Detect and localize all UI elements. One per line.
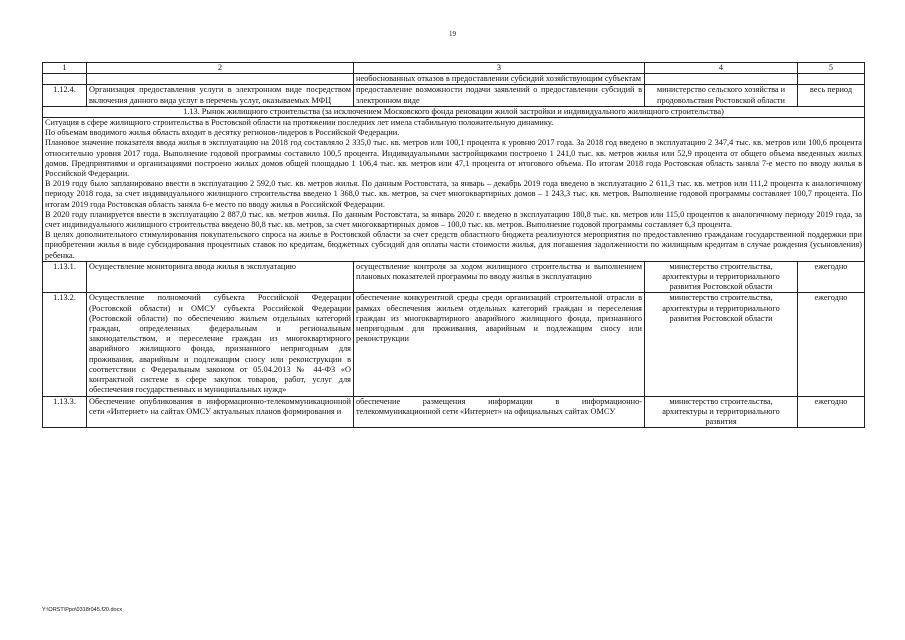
section-title: 1.13. Рынок жилищного строительства (за исключением Московского фонда реновации жилой застройки и индивидуального жилищного строительства) — [43, 106, 865, 117]
header-col-5: 5 — [798, 63, 865, 74]
row-number: 1.13.2. — [43, 293, 87, 396]
row-executor: министерство строительства, архитектуры и территориального развития Ростовской области — [645, 293, 798, 396]
paragraph: Плановое значение показателя ввода жилья в эксплуатацию на 2018 год составляло 2 335,0 тыс. кв. метров или 100,1 процента к уровню 2017 года. За 2018 год введено в эксплуатацию 2 347,4 тыс. кв. метров или 100,6 процента относительно уровня 2017 года. Выполнение годовой программы составило 100,5 процента. Индивидуальными застройщиками построено 1 241,0 тыс. кв. метров жилья или 52,9 процента от общего объема введенных жилых домов. Предприятиями и организациями построено жилых домов общей площадью 1 106,4 тыс. кв. метров или 47,1 процента от итогового объема. По итогам 2018 года Ростовская область заняла 7-е место по вводу жилья в Российской Федерации. — [45, 138, 862, 179]
section-description-row — [43, 118, 865, 262]
row-term: ежегодно — [798, 396, 865, 428]
competition-development-table — [42, 62, 865, 428]
row-term: ежегодно — [798, 293, 865, 396]
page-number: 19 — [449, 30, 456, 38]
paragraph: В целях дополнительного стимулирования покупательского спроса на жилье в Ростовской области за счет средств областного бюджета реализуются мероприятия по предоставлению гражданам государственной поддержки при приобретении жилья в виде субсидирования процентных ставок по кредитам, бюджетных субсидий для оплаты части стоимости жилья, для погашения задолженности по жилищным кредитам в случае рождения (усыновления) ребенка. — [45, 230, 862, 260]
paragraph: По объемам вводимого жилья область входит в десятку регионов-лидеров в Российской Федерации. — [45, 128, 400, 138]
row-number: 1.13.1. — [43, 261, 87, 293]
table-row — [43, 261, 865, 293]
row-action: Организация предоставления услуги в электронном виде посредством включения данного вида услуг в перечень услуг, оказываемых МФЦ — [87, 85, 354, 106]
row-action: Осуществление мониторинга ввода жилья в эксплуатацию — [87, 261, 354, 293]
row-result: осуществление контроля за ходом жилищного строительства и выполнением плановых показателей программы по вводу жилья в эксплуатацию — [354, 261, 645, 293]
paragraph: В 2019 году было запланировано ввести в эксплуатацию 2 592,0 тыс. кв. метров жилья. По данным Ростовстата, за январь – декабрь 2019 года введено в эксплуатацию 2 611,3 тыс. кв. метров или 111,2 процента к аналогичному периоду 2018 года, за счет индивидуального жилищного строительства введено 1 368,0 тыс. кв. метров, за счет многоквартирных домов – 1 243,3 тыс. кв. метров. Выполнение годовой программы составляет 100,7 процента. По итогам 2019 года Ростовская область заняла 6-е место по вводу жилья в Российской Федерации. — [45, 179, 862, 209]
row-action: Осуществление полномочий субъекта Российской Федерации (Ростовской области) и ОМСУ субъекта Российской Федерации (Ростовской области) по обеспечению жильем отдельных категорий граждан, определенных федеральным и региональным законодательством, и переселение граждан из многоквартирного аварийного жилищного фонда, признанного непригодным для проживания, аварийным и подлежащим сносу или реконструкции в соответствии с Федеральным законом от 05.04.2013 № 44-ФЗ «О контрактной системе в сфере закупок товаров, работ, услуг для обеспечения государственных и муниципальных нужд» — [87, 293, 354, 396]
row-result: обеспечение конкурентной среды среди организаций строительной отрасли в рамках обеспечения жильем отдельных категорий граждан и переселения граждан из многоквартирного аварийного жилищного фонда, признанного непригодным для проживания, аварийным и подлежащим сносу или реконструкции — [354, 293, 645, 396]
header-col-2: 2 — [87, 63, 354, 74]
row-number: 1.12.4. — [43, 85, 87, 106]
paragraph: В 2020 году планируется ввести в эксплуатацию 2 887,0 тыс. кв. метров жилья. По данным Ростовстата, за январь 2020 г. введено в эксплуатацию 180,8 тыс. кв. метров или 115,0 процентов к аналогичному периоду 2019 года, за счет индивидуального жилищного строительства введено 80,8 тыс. кв. метров, за счет многоквартирных домов – 100,0 тыс. кв. метров. Выполнение годовой программы составляет 6,3 процента. — [45, 209, 862, 230]
section-heading-row — [43, 106, 865, 117]
header-col-3: 3 — [354, 63, 645, 74]
row-term: весь период — [798, 85, 865, 106]
continuation-result: необоснованных отказов в предоставлении субсидий хозяйствующим субъектам — [354, 74, 645, 85]
row-result: предоставление возможности подачи заявлений о предоставлении субсидий в электронном виде — [354, 85, 645, 106]
header-col-1: 1 — [43, 63, 87, 74]
row-executor: министерство сельского хозяйства и продовольствия Ростовской области — [645, 85, 798, 106]
row-term: ежегодно — [798, 261, 865, 293]
row-action: Обеспечение опубликования в информационно-телекоммуникационной сети «Интернет» на сайтах ОМСУ актуальных планов формирования и — [87, 396, 354, 428]
continuation-row — [43, 74, 865, 85]
header-row — [43, 63, 865, 74]
row-executor: министерство строительства, архитектуры и территориального развития Ростовской области — [645, 261, 798, 293]
file-path-footer: Y:\ORST\Ppo\0318r045.f20.docx — [42, 607, 123, 613]
row-executor: министерство строительства, архитектуры и территориального развития — [645, 396, 798, 428]
row-result: обеспечение размещения информации в информационно-телекоммуникационной сети «Интернет» на официальных сайтах ОМСУ — [354, 396, 645, 428]
table-row — [43, 85, 865, 106]
row-number: 1.13.3. — [43, 396, 87, 428]
table-row — [43, 293, 865, 396]
header-col-4: 4 — [645, 63, 798, 74]
table-row — [43, 396, 865, 428]
section-description — [43, 118, 865, 262]
paragraph: Ситуация в сфере жилищного строительства в Ростовской области на протяжении последних лет имела стабильную положительную динамику. — [45, 118, 554, 128]
